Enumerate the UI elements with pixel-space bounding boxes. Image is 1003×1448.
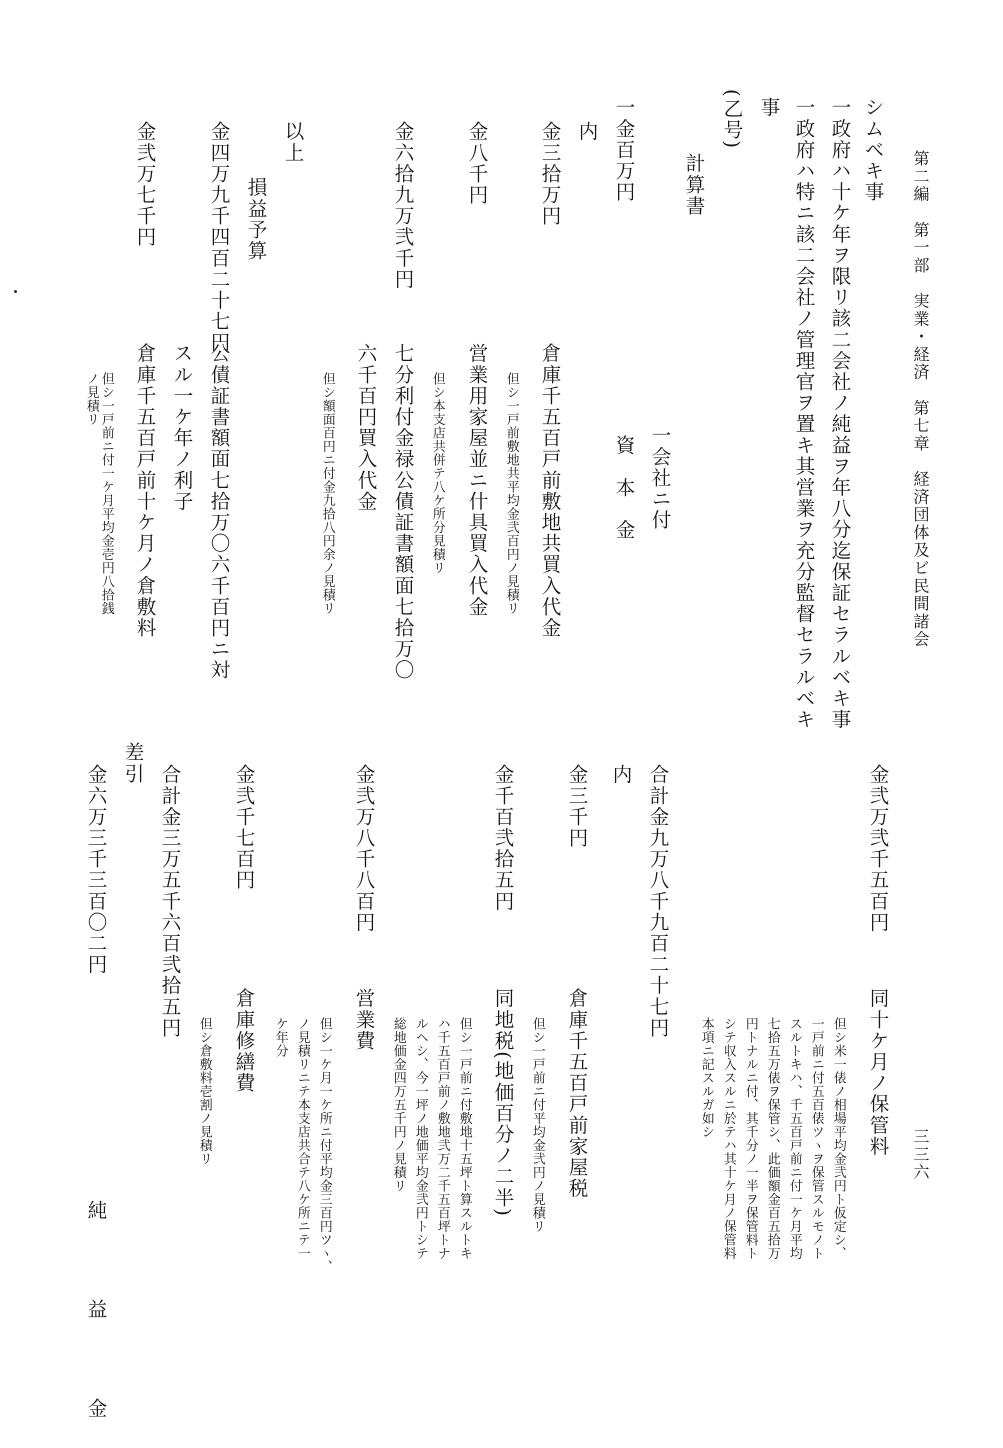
storage-fee-note-5: 円トナルニ付、其千分ノ一半ヲ保管料ト: [742, 1017, 758, 1260]
interest-item: 公債証書額面七拾万〇六千百円ニ対: [207, 343, 231, 681]
opex-note-2: ノ見積リニテ本支店共合テ八ケ所ニテ一: [294, 1017, 310, 1260]
capital-breakdown-label: 内: [575, 121, 599, 143]
calculation-title: 計算書: [682, 153, 706, 217]
repair-item: 倉庫修繕費: [232, 988, 256, 1094]
warehouse-purchase-amount: 金三拾万円: [538, 121, 562, 227]
land-tax-note-2: ハ千五百戸前ノ敷地弐万二千五百坪トナ: [434, 1017, 450, 1260]
clause-supervision: 一政府ハ特ニ該二会社ノ管理官ヲ置キ其営業ヲ充分監督セラルベキ: [792, 97, 816, 730]
warehouse-purchase-note: 但シ一戸前敷地共平均金弐百円ノ見積リ: [503, 372, 519, 615]
opex-note-1: 但シ一ケ月一ケ所ニ付平均金三百円ツヽ、: [316, 1017, 332, 1274]
clause-ending: シムベキ事: [861, 97, 885, 203]
bond-purchase-item-cont: 六千百円買入代金: [354, 343, 378, 512]
difference-label: 差引: [121, 742, 145, 785]
land-tax-note-4: 総地価金四万五千円ノ見積リ: [390, 1017, 406, 1193]
clause-profit-guarantee: 一政府ハ十ケ年ヲ限リ該二会社ノ純益ヲ年八分迄保証セラルベキ事: [828, 97, 852, 730]
income-total: 合計金九万八千九百二十七円: [646, 764, 670, 1039]
page-number: 三三六: [911, 1128, 930, 1182]
interest-amount: 金四万九千四百二十七円: [207, 121, 231, 354]
per-company-label: 一会社ニ付: [648, 425, 672, 531]
storage-fee-note-1: 但シ米一俵ノ相場平均金弐円ト仮定シ、: [830, 1017, 846, 1260]
opex-item: 営業費: [352, 988, 376, 1052]
bond-purchase-amount: 金六拾九万弐千円: [391, 121, 415, 290]
storage-fee-note-4: 七拾五万俵ヲ保管シ、此価額金百五拾万: [764, 1017, 780, 1260]
land-tax-note-1: 但シ一戸前ニ付敷地十五坪ト算スルトキ: [456, 1017, 472, 1260]
pl-budget-title: 損益予算: [244, 177, 268, 262]
repair-amount: 金弐千七百円: [232, 764, 256, 891]
office-purchase-amount: 金八千円: [465, 121, 489, 206]
rent-note-cont: ノ見積リ: [83, 372, 99, 426]
house-tax-amount: 金三千円: [565, 764, 589, 849]
storage-fee-note-6: シテ収入スルニ於テハ其十ケ月ノ保管料: [720, 1017, 736, 1260]
office-purchase-item: 営業用家屋並ニ什具買入代金: [465, 343, 489, 618]
interest-item-cont: スル一ケ年ノ利子: [170, 343, 194, 512]
opex-amount: 金弐万八千八百円: [352, 764, 376, 933]
net-profit-label: 純 益 金: [84, 1200, 108, 1448]
office-purchase-note: 但シ本支店共併テ八ケ所分見積リ: [429, 372, 445, 575]
expense-total: 合計金三万五千六百弐拾五円: [158, 764, 182, 1039]
ijou-label: 以上: [281, 121, 305, 164]
rent-note: 但シ一戸前ニ付一ケ月平均金壱円八拾銭: [98, 372, 114, 615]
bond-purchase-item: 七分利付金禄公債証書額面七拾万〇: [391, 343, 415, 681]
storage-fee-note-2: 一戸前ニ付五百俵ツヽヲ保管スルモノト: [808, 1017, 824, 1260]
house-tax-note: 但シ一戸前ニ付平均金弐円ノ見積リ: [529, 1017, 545, 1233]
section-label-otsu: (乙号): [720, 89, 744, 150]
storage-fee-amount: 金弐万弐千五百円: [866, 764, 890, 933]
storage-fee-item: 同十ケ月ノ保管料: [866, 988, 890, 1157]
opex-note-3: ケ年分: [272, 1017, 288, 1058]
repair-note: 但シ倉敷料壱割ノ見積リ: [196, 1017, 212, 1166]
land-tax-item: 同地税(地価百分ノ二半): [491, 988, 515, 1218]
storage-fee-note-7: 本項ニ記スルガ如シ: [698, 1017, 714, 1139]
scan-speck: [14, 290, 17, 293]
expense-breakdown-label: 内: [609, 764, 633, 786]
rent-item: 倉庫千五百戸前十ケ月ノ倉敷料: [133, 343, 157, 639]
capital-amount: 一金百万円: [612, 97, 636, 203]
clause-supervision-end: 事: [757, 97, 781, 119]
bond-purchase-note: 但シ額面百円ニ付金九拾八円余ノ見積リ: [319, 372, 335, 615]
net-profit-amount: 金六万三千三百〇二円: [84, 764, 108, 975]
house-tax-item: 倉庫千五百戸前家屋税: [565, 988, 589, 1199]
running-header: 第二編 第一部 実業・経済 第七章 経済団体及ビ民間諸会: [911, 150, 930, 649]
capital-label: 資 本 金: [612, 435, 636, 541]
storage-fee-note-3: スルトキハ、千五百戸前ニ付一ケ月平均: [786, 1017, 802, 1260]
warehouse-purchase-item: 倉庫千五百戸前敷地共買入代金: [538, 343, 562, 639]
land-tax-amount: 金千百弐拾五円: [491, 764, 515, 912]
rent-amount: 金弐万七千円: [133, 121, 157, 248]
land-tax-note-3: ルヘシ、今一坪ノ地価平均金弐円トシテ: [412, 1017, 428, 1260]
